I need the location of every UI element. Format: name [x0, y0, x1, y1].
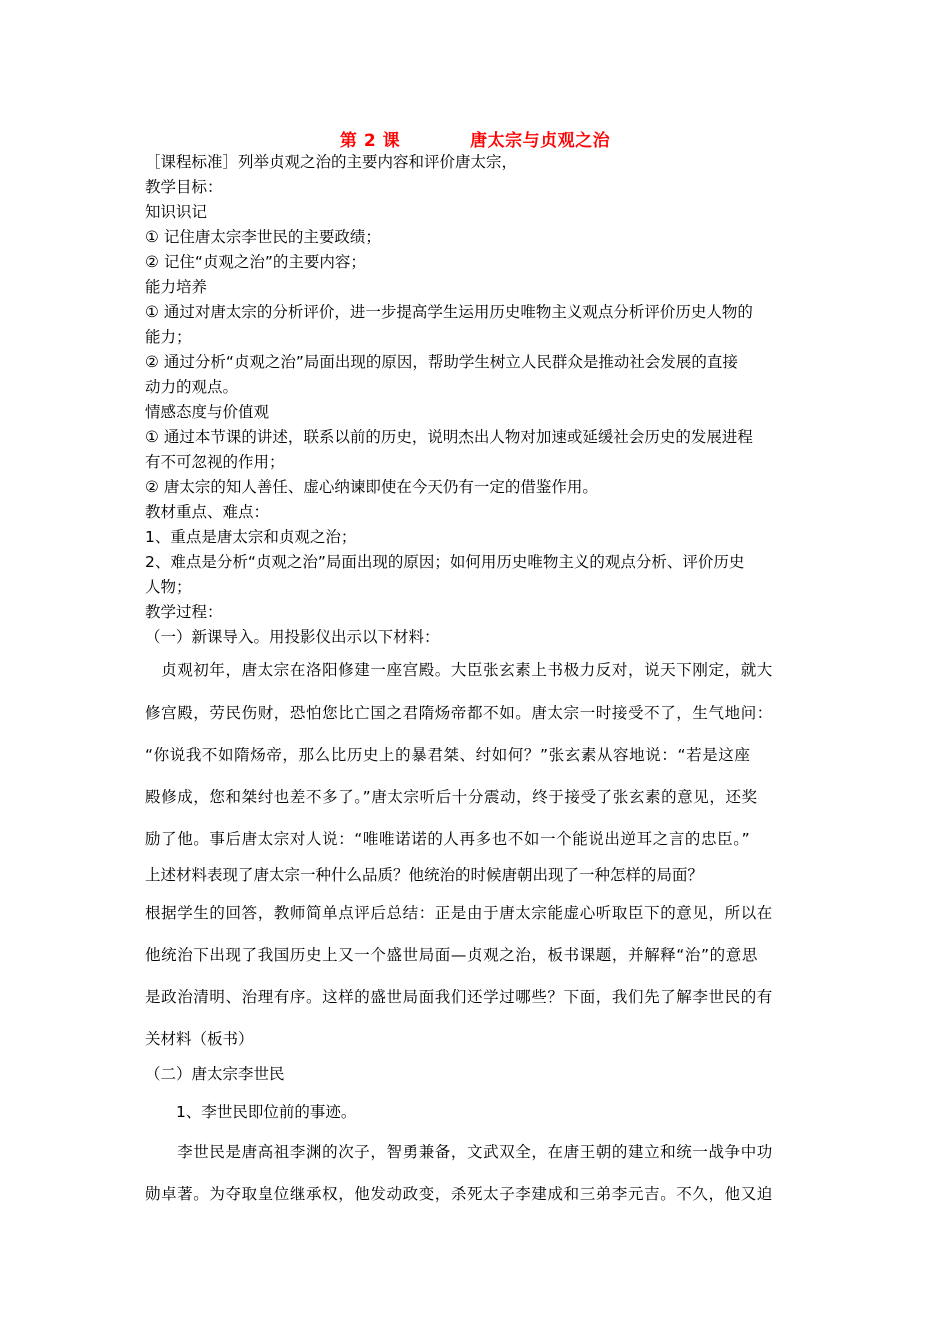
heading-values: 情感态度与价值观 [145, 403, 270, 421]
text-line: 他统治下出现了我国历史上又一个盛世局面—贞观之治，板书课题，并解释“治”的意思 [145, 946, 758, 964]
text-line: 李世民是唐高祖李渊的次子，智勇兼备，文武双全，在唐王朝的建立和统一战争中功 [145, 1143, 773, 1161]
text-line: “你说我不如隋炀帝，那么比历史上的暴君桀、纣如何？”张玄素从容地说：“若是这座 [145, 746, 751, 764]
heading-ability: 能力培养 [145, 278, 208, 296]
lesson-name: 唐太宗与贞观之治 [470, 131, 611, 151]
subsection-before-throne: 1、李世民即位前的事迹。 [145, 1103, 357, 1121]
text-line: ② 唐太宗的知人善任、虚心纳谏即使在今天仍有一定的借鉴作用。 [145, 478, 598, 496]
section-emperor: （二）唐太宗李世民 [145, 1065, 285, 1083]
text-line: ② 记住“贞观之治”的主要内容； [145, 253, 366, 271]
text-line: 贞观初年，唐太宗在洛阳修建一座宫殿。大臣张玄素上书极力反对，说天下刚定，就大 [145, 661, 773, 679]
text-line: 1、重点是唐太宗和贞观之治； [145, 528, 357, 546]
text-line: ① 通过本节课的讲述，联系以前的历史，说明杰出人物对加速或延缓社会历史的发展进程 [145, 428, 753, 446]
heading-teaching-goals: 教学目标： [145, 178, 223, 196]
text-line: 能力； [145, 328, 192, 346]
text-line: 2、难点是分析“贞观之治”局面出现的原因；如何用历史唯物主义的观点分析、评价历史 [145, 553, 745, 571]
text-line: 根据学生的回答，教师简单点评后总结：正是由于唐太宗能虚心听取臣下的意见，所以在 [145, 904, 773, 922]
heading-process: 教学过程： [145, 603, 223, 621]
text-line: 人物； [145, 578, 192, 596]
text-line: 有不可忽视的作用； [145, 453, 285, 471]
text-line: ② 通过分析“贞观之治”局面出现的原因，帮助学生树立人民群众是推动社会发展的直接 [145, 353, 738, 371]
text-line: 动力的观点。 [145, 378, 239, 396]
text-line: 修宫殿，劳民伤财，恐怕您比亡国之君隋炀帝都不如。唐太宗一时接受不了，生气地问： [145, 704, 773, 722]
text-line: 是政治清明、治理有序。这样的盛世局面我们还学过哪些？下面，我们先了解李世民的有 [145, 988, 773, 1006]
text-line: 励了他。事后唐太宗对人说：“唯唯诺诺的人再多也不如一个能说出逆耳之言的忠臣。” [145, 830, 751, 848]
heading-key-points: 教材重点、难点： [145, 503, 270, 521]
section-intro: （一）新课导入。用投影仪出示以下材料： [145, 628, 440, 646]
text-line: ① 通过对唐太宗的分析评价，进一步提高学生运用历史唯物主义观点分析评价历史人物的 [145, 303, 753, 321]
text-line: 殿修成，您和桀纣也差不多了。”唐太宗听后十分震动，终于接受了张玄素的意见，还奖 [145, 788, 758, 806]
text-line: ① 记住唐太宗李世民的主要政绩； [145, 228, 381, 246]
text-line: 上述材料表现了唐太宗一种什么品质？他统治的时候唐朝出现了一种怎样的局面？ [145, 866, 704, 884]
heading-knowledge: 知识识记 [145, 203, 208, 221]
lesson-number: 第 2 课 [339, 131, 401, 151]
lesson-title [0, 126, 950, 151]
curriculum-standard: ［课程标准］列举贞观之治的主要内容和评价唐太宗， [145, 153, 518, 171]
text-line: 勋卓著。为夺取皇位继承权，他发动政变，杀死太子李建成和三弟李元吉。不久，他又迫 [145, 1185, 773, 1203]
text-line: 关材料（板书） [145, 1030, 254, 1048]
